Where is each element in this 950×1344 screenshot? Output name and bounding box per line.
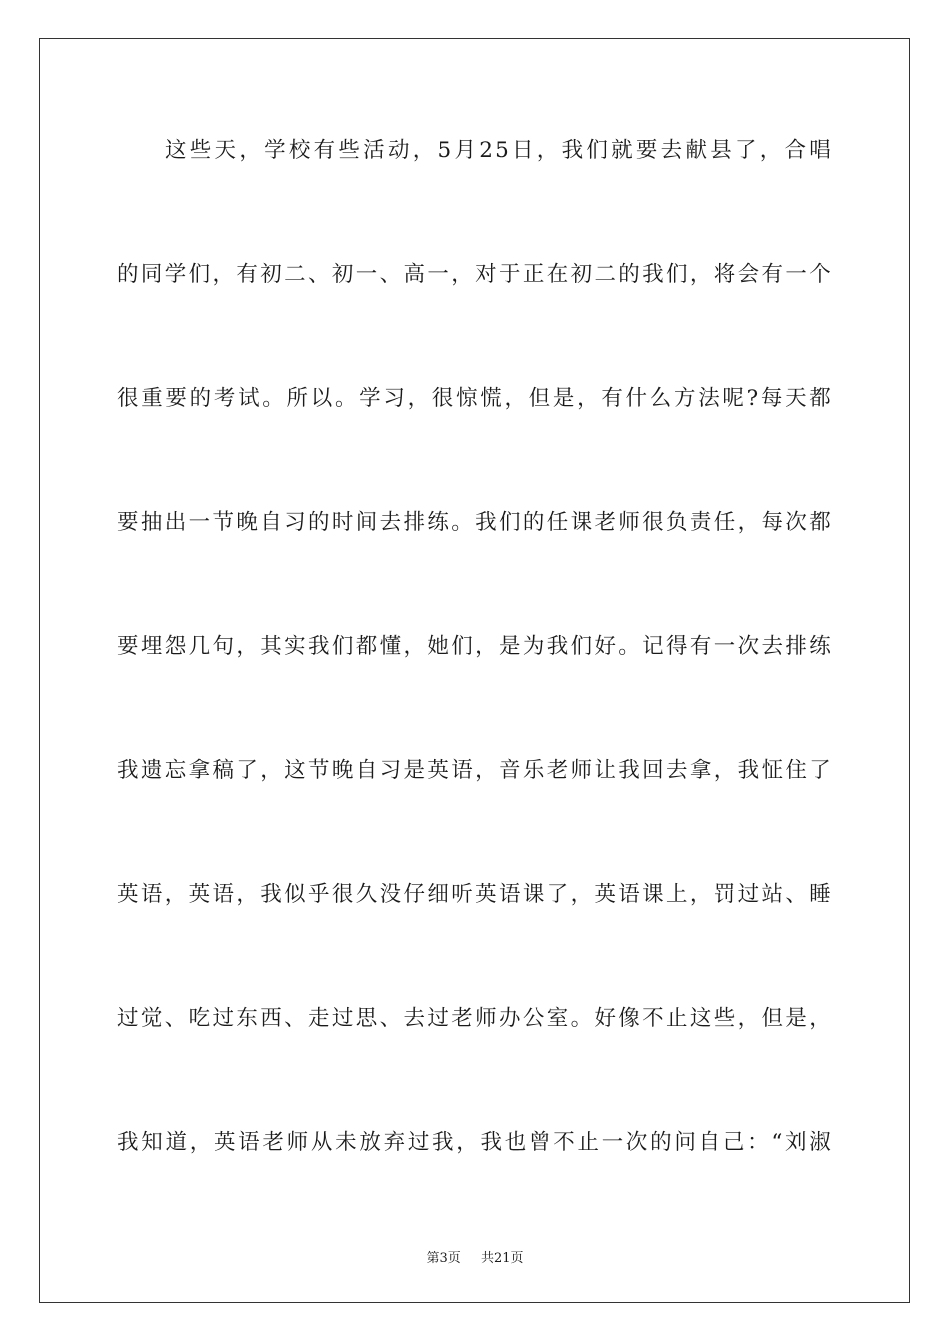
line-spacer <box>117 802 833 864</box>
page-number: 第3页 <box>426 1251 461 1266</box>
document-body <box>117 120 833 1174</box>
text-line-9: 我知道，英语老师从未放弃过我，我也曾不止一次的问自己：“刘淑 <box>117 1130 833 1155</box>
line-spacer <box>117 306 833 368</box>
text-line-7: 英语，英语，我似乎很久没仔细听英语课了，英语课上，罚过站、睡 <box>117 882 833 907</box>
text-line-3: 很重要的考试。所以。学习，很惊慌，但是，有什么方法呢?每天都 <box>117 386 833 411</box>
line-spacer <box>117 430 833 492</box>
line-spacer <box>117 554 833 616</box>
line-spacer <box>117 182 833 244</box>
page-footer <box>0 1247 950 1266</box>
text-line-6: 我遗忘拿稿了，这节晚自习是英语，音乐老师让我回去拿，我怔住了 <box>117 758 833 783</box>
text-line-5: 要埋怨几句，其实我们都懂，她们，是为我们好。记得有一次去排练 <box>117 634 833 659</box>
text-line-2: 的同学们，有初二、初一、高一，对于正在初二的我们，将会有一个 <box>117 262 833 287</box>
text-line-1: 这些天，学校有些活动，5月25日，我们就要去献县了，合唱 <box>165 138 833 163</box>
text-line-8: 过觉、吃过东西、走过思、去过老师办公室。好像不止这些，但是， <box>117 1006 833 1031</box>
page-total: 共21页 <box>481 1251 524 1266</box>
text-line-4: 要抽出一节晚自习的时间去排练。我们的任课老师很负责任，每次都 <box>117 510 833 535</box>
line-spacer <box>117 1050 833 1112</box>
line-spacer <box>117 926 833 988</box>
line-spacer <box>117 678 833 740</box>
